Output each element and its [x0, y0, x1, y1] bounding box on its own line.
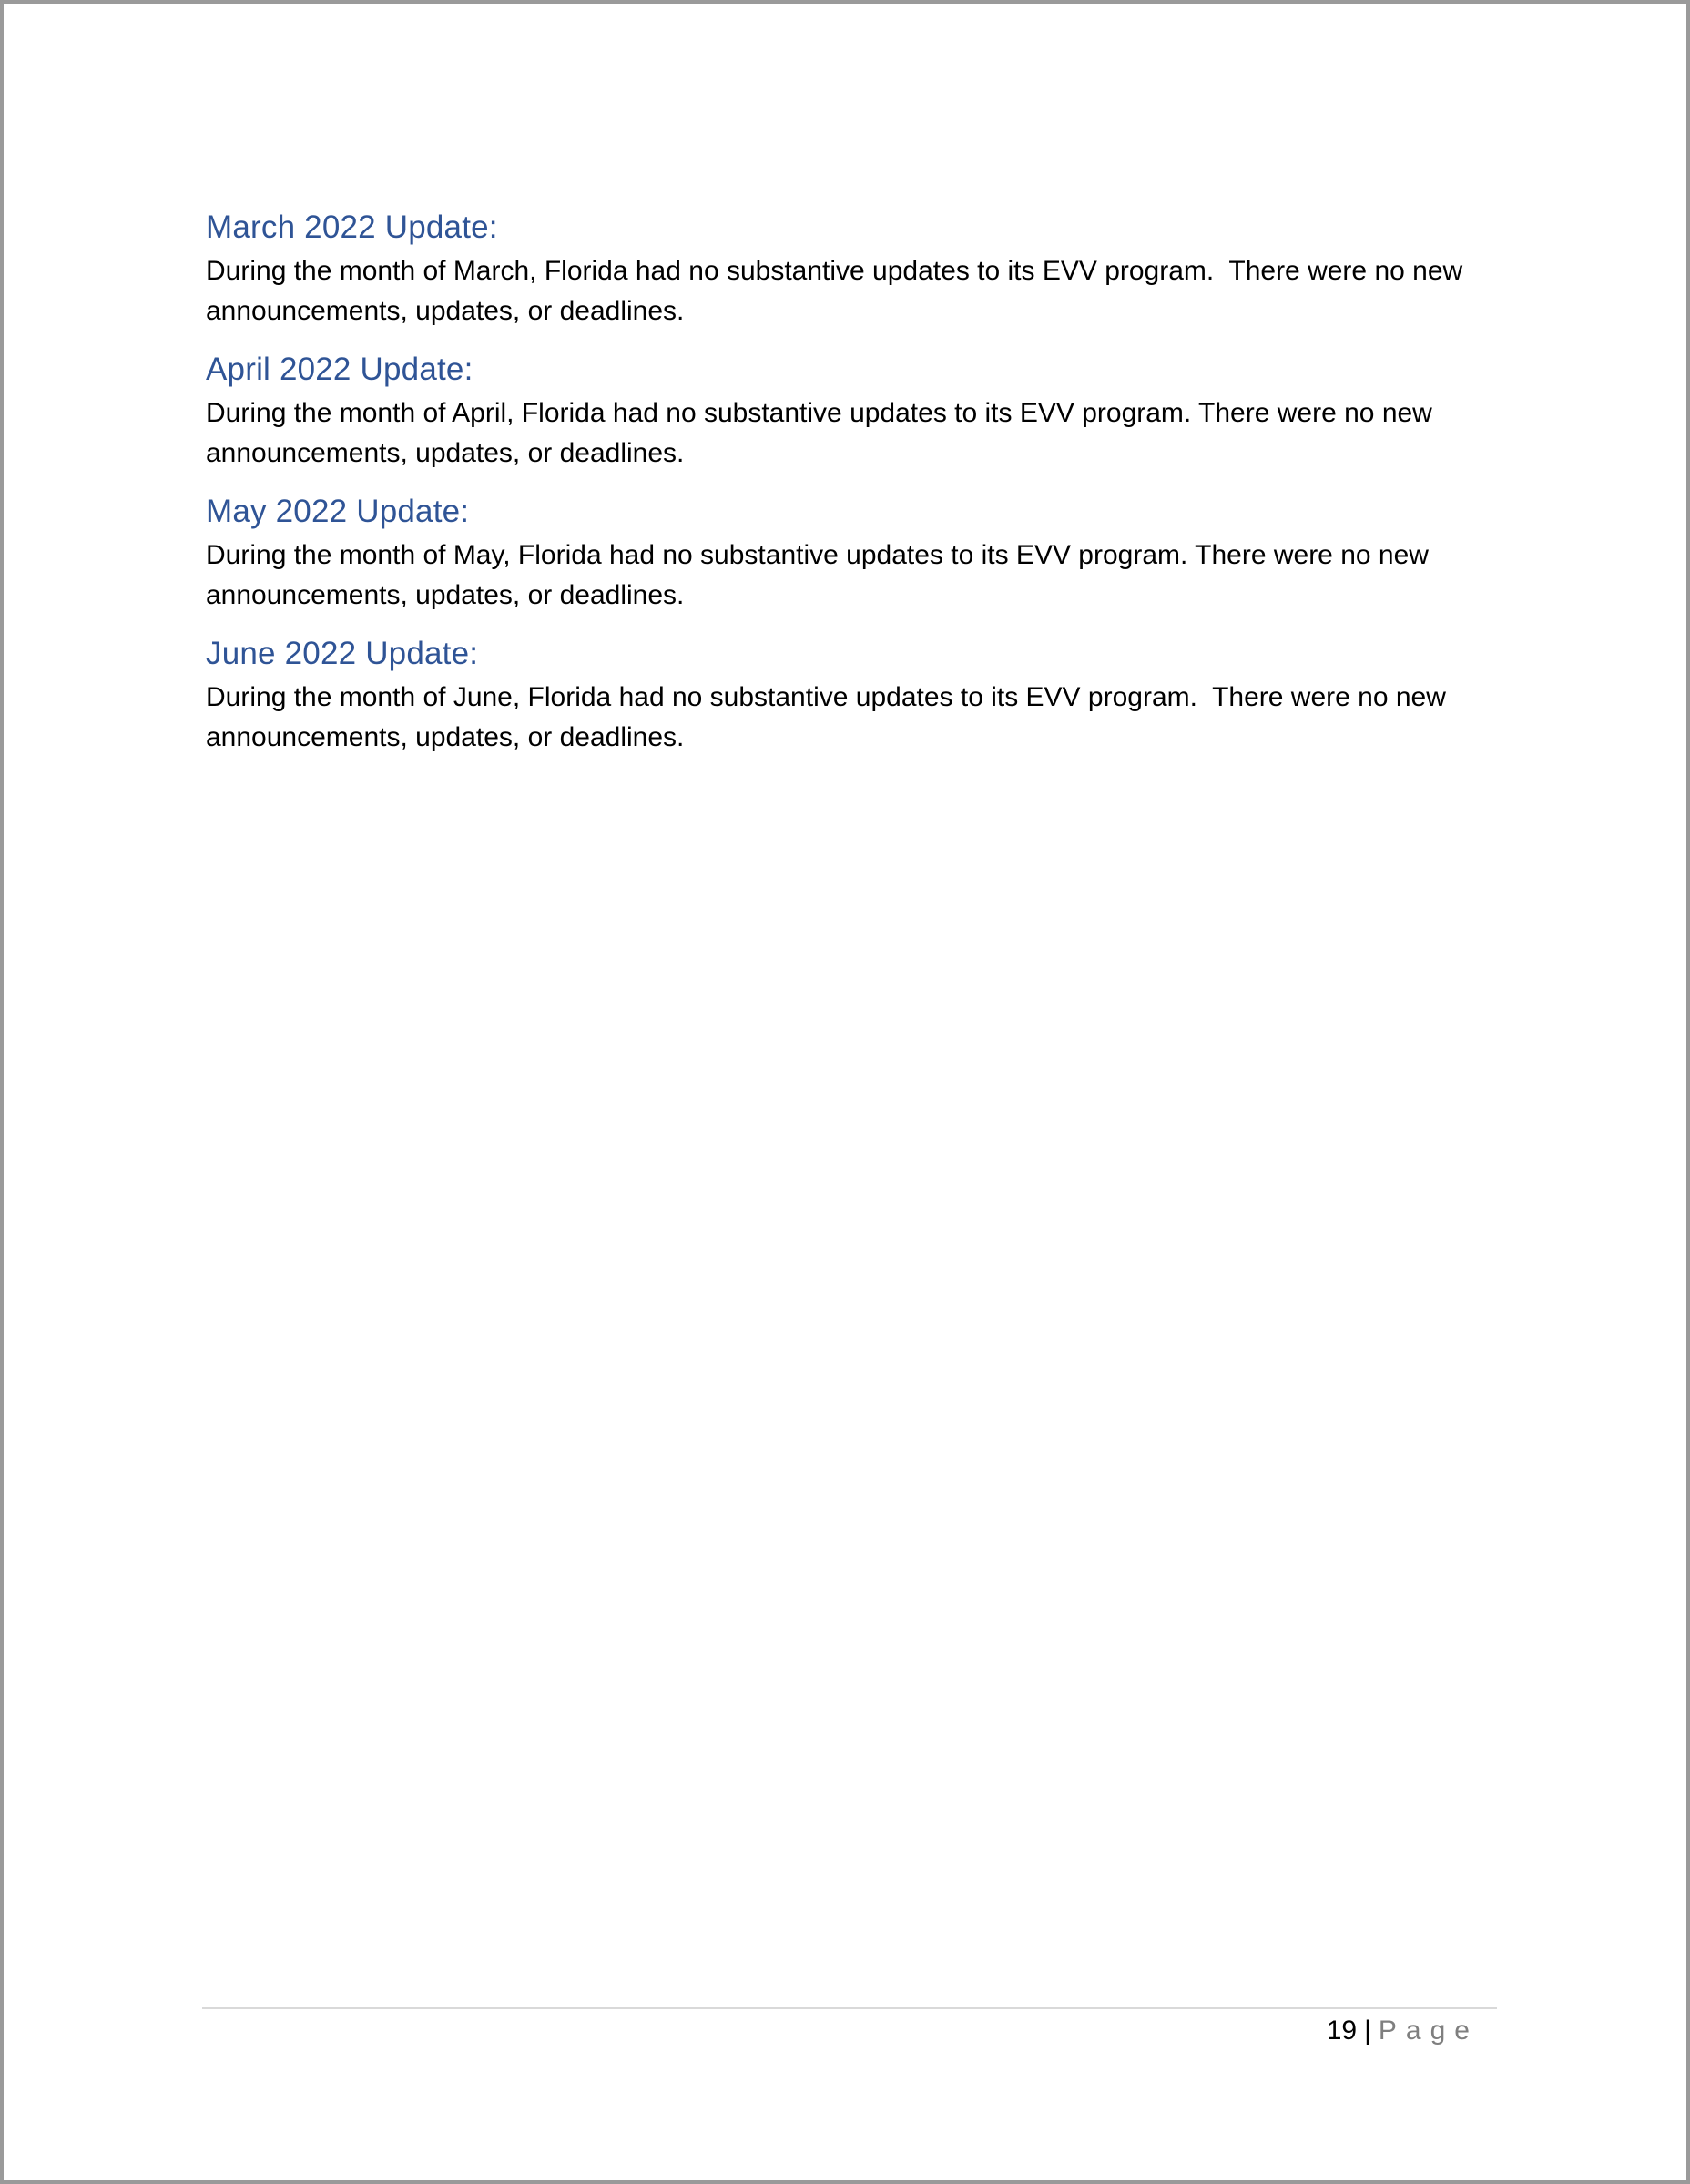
update-section-april	[206, 348, 1499, 474]
section-heading: March 2022 Update:	[206, 209, 498, 245]
page-number: 19	[1326, 2016, 1358, 2046]
footer-divider	[202, 2007, 1497, 2009]
section-heading: June 2022 Update:	[206, 636, 479, 671]
section-body: During the month of May, Florida had no substantive updates to its EVV program. There were no new announcements, updates, or deadlines.	[206, 540, 1437, 610]
page-footer	[1327, 2011, 1479, 2051]
section-body: During the month of March, Florida had no substantive updates to its EVV program. There were no new announcements, updates, or deadlines.	[206, 256, 1471, 326]
page-label: Page	[1378, 2016, 1479, 2046]
section-heading: April 2022 Update:	[206, 352, 473, 387]
update-section-march	[206, 206, 1499, 332]
page-separator: |	[1364, 2016, 1371, 2046]
page-content	[206, 206, 1499, 774]
update-section-may	[206, 490, 1499, 616]
section-heading: May 2022 Update:	[206, 494, 470, 529]
update-section-june	[206, 632, 1499, 758]
section-body: During the month of April, Florida had no substantive updates to its EVV program. There were no new announcements, updates, or deadlines.	[206, 398, 1441, 468]
section-body: During the month of June, Florida had no substantive updates to its EVV program. There were no new announcements, updates, or deadlines.	[206, 682, 1454, 752]
